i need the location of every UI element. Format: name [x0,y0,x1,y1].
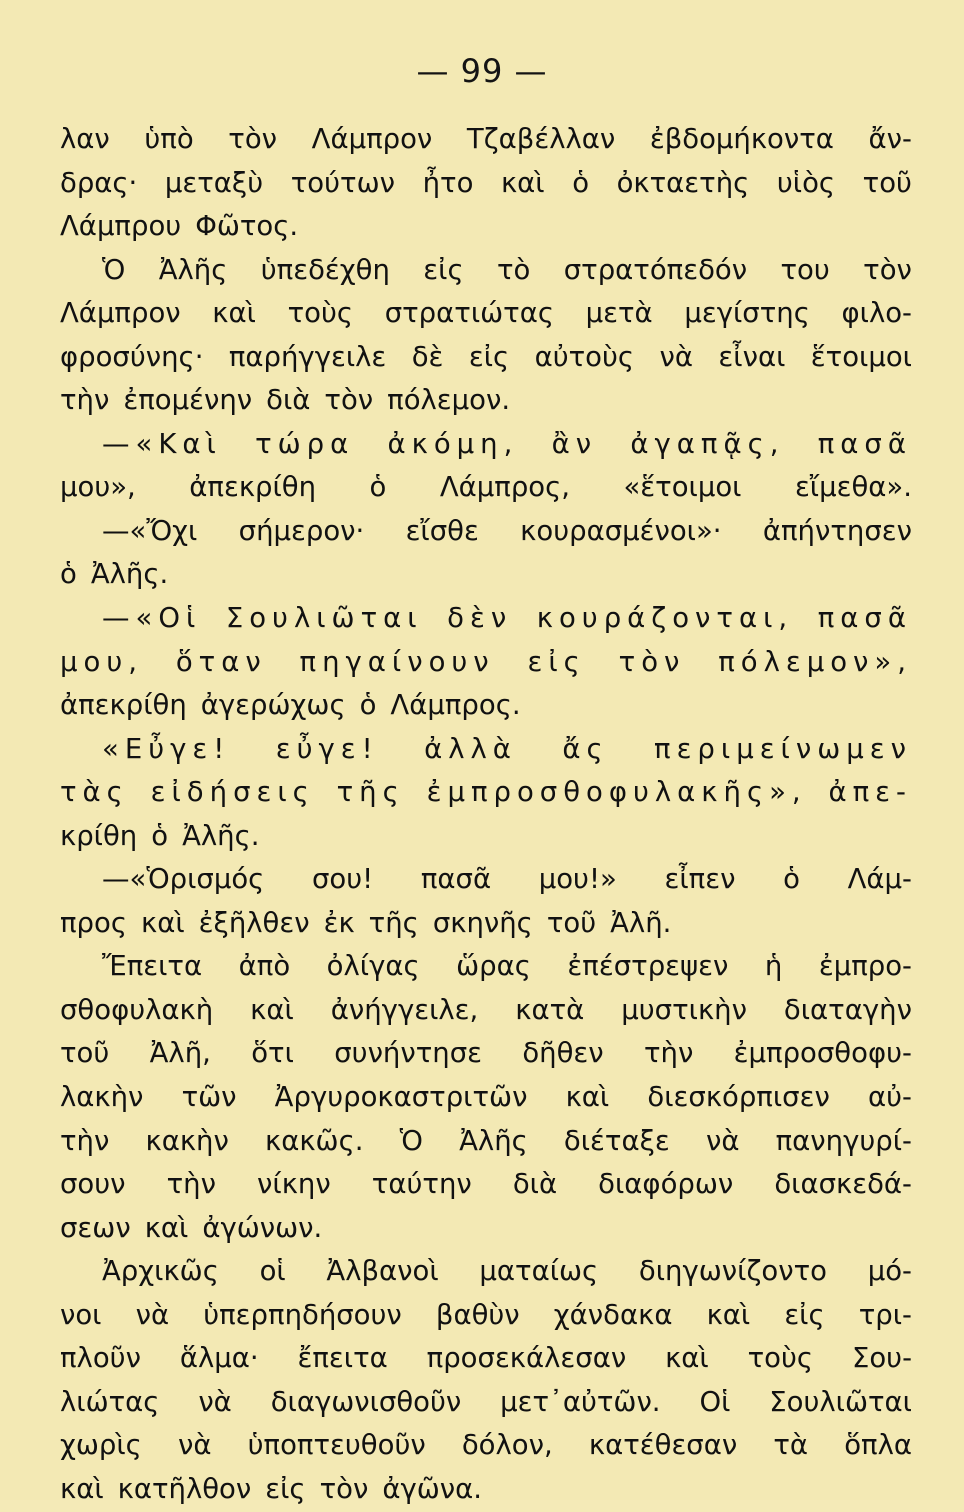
word: μετὰ [585,297,653,330]
word: Λάμπρος, [439,471,570,504]
word: τοῦ [546,906,597,939]
word: νοι [60,1298,102,1331]
word: τῆς [368,906,419,939]
word: ὁ [369,471,387,504]
text-line [60,1250,912,1294]
word: στρατιώτας [384,297,554,330]
word: ἐκ [323,906,355,939]
word: Φῶτος. [195,210,299,243]
word: μου, [60,645,143,678]
word: τοῦ [862,166,912,199]
word: διαταγὴν [783,993,912,1026]
word: ἀνήγγειλε, [330,993,479,1026]
word: εἰς [423,253,464,286]
word: λιώτας [60,1385,160,1418]
word: ὑπὸ [144,123,194,155]
word: χάνδακα [553,1298,673,1331]
word: ὅτι [251,1037,294,1070]
word: τοὺς [747,1342,814,1375]
word: καὶ [565,1081,610,1114]
word: τώρα [255,427,355,460]
text-line [60,510,912,554]
word: τοὺς [287,297,354,330]
word: μυστικὴν [621,993,747,1026]
word: συνήντησε [334,1037,483,1070]
text-line [60,815,912,859]
word: ἀπήντησεν [762,514,912,547]
word: Λάμπρον [60,297,181,330]
word: εἴμεθα». [794,471,912,504]
text-line [60,684,912,728]
word: νὰ [705,1124,740,1157]
word: ἔπειτα [297,1342,388,1375]
word: μου», [60,471,136,504]
word: ὥρας [456,950,531,983]
text-line [60,1381,912,1425]
word: τὸ [496,253,531,286]
word: πόλεμον. [387,384,511,417]
word: ὁ [359,689,377,722]
word: ὁ [783,863,800,896]
text-line [60,1468,912,1512]
word: νὰ [659,340,693,373]
word: καὶ [250,993,294,1026]
word: Ἀλῆς. [182,819,260,852]
word: τούτων [290,166,395,199]
word: νὰ [177,1429,212,1462]
word: πανηγυρί- [775,1124,912,1157]
word: καὶ [140,906,185,939]
word: κατῆλθον [117,1472,252,1505]
word: —«Οἱ [102,602,202,635]
word: καὶ [60,1472,104,1505]
word: Ἀλῆς [459,1124,528,1157]
word: ὑπερπηδήσουν [203,1298,402,1331]
text-line [60,553,912,597]
page-number: — 99 — [416,52,548,90]
word: ὅπλα [844,1429,912,1462]
word: τὸν [324,384,374,417]
word: ἡ [764,950,783,983]
word: σκηνῆς [432,906,533,939]
word: ματαίως [479,1255,599,1288]
word: τὰς [60,776,129,809]
text-line [60,249,912,293]
word: στρατόπεδόν [563,253,748,286]
word: διασκεδά- [774,1168,912,1201]
word: τῆς [336,776,405,809]
word: Ἀρχικῶς [102,1255,219,1288]
text-line [60,423,912,467]
word: τὸν [228,123,278,155]
word: ἐξῆλθεν [198,906,310,939]
word: εἶπεν [664,863,736,896]
word: ἄς [562,732,609,765]
word: Ἔπειτα [102,950,203,983]
word: σεων [60,1211,131,1244]
word: κατέθεσαν [588,1429,738,1462]
word: σουν [60,1168,126,1201]
word: ἀγῶνα. [382,1472,482,1505]
word: πασᾶ [817,427,912,460]
word: λακὴν [60,1081,144,1114]
word: τὸν [863,253,912,286]
word: τὴν [166,1168,216,1201]
word: Λάμπρος. [390,689,521,722]
word: μό- [867,1255,912,1288]
word: καὶ [665,1342,709,1375]
word: Ἀλῆ, [149,1037,211,1070]
word: πηγαίνουν [299,645,495,678]
text-line [60,379,912,423]
text-line [60,118,912,162]
word: ἐμπροσθοφυ- [733,1037,912,1070]
word: δρας· [60,166,138,199]
word: προσεκάλεσαν [426,1342,627,1375]
word: τὴν [60,1124,110,1157]
word: μεγίστης [684,297,810,330]
text-line [60,1032,912,1076]
word: περιμείνωμεν [654,732,912,765]
text-line [60,336,912,380]
text-line [60,1076,912,1120]
word: νὰ [135,1298,170,1331]
word: εἰς [468,340,510,373]
word: ἀπὸ [238,950,291,983]
word: ἀπεκρίθη [189,471,317,504]
word: ἄν- [868,123,912,155]
word: ἅλμα· [179,1342,259,1375]
word: βαθὺν [435,1298,520,1331]
word: κουράζονται, [536,602,794,635]
word: Σουλιῶται [225,602,423,635]
word: μετ᾿αὐτῶν. [500,1385,661,1418]
word: δῆθεν [522,1037,604,1070]
word: Σουλιῶται [769,1385,912,1418]
word: τὴν [60,384,110,417]
word: ὁ [60,558,77,591]
word: εἴσθε [405,514,479,547]
word: παρήγγειλε [228,340,387,373]
text-line [60,641,912,685]
word: ἦτο [422,166,474,199]
word: τὰ [773,1429,809,1462]
word: Λάμπρου [60,210,182,243]
word: δὲν [447,602,513,635]
word: Ἀλῆς. [90,558,169,591]
text-line [60,1207,912,1251]
word: «Εὖγε! [102,732,231,765]
word: φιλο- [841,297,912,330]
word: κακῶς. [265,1124,364,1157]
word: ἕτοιμοι [810,340,912,373]
word: αὐτοὺς [534,340,635,373]
text-line [60,1424,912,1468]
word: τὸν [319,1472,369,1505]
word: ἐβδομήκοντα [649,123,834,155]
word: ἀγαπᾷς, [630,427,785,460]
text-line [60,989,912,1033]
word: πασᾶ [817,602,912,635]
word: εἰς [784,1298,825,1331]
word: ἐμπρο- [818,950,912,983]
word: σθοφυλακὴ [60,993,214,1026]
word: ἐμπροσθοφυλακῆς», [426,776,807,809]
word: Ἀλῆ. [610,906,672,939]
text-line [60,205,912,249]
word: πασᾶ [420,863,492,896]
word: Ὁ [399,1124,423,1157]
word: —«Ὄχι [102,514,198,547]
word: δόλον, [461,1429,553,1462]
text-line [60,597,912,641]
word: εἰς [265,1472,306,1505]
text-line [60,1337,912,1381]
word: φροσύνης· [60,340,204,373]
word: ταύτην [371,1168,472,1201]
word: τῶν [181,1081,237,1114]
word: ὑποπτευθοῦν [247,1429,426,1462]
word: πλοῦν [60,1342,141,1375]
body-text [60,118,912,1512]
word: λαν [60,123,110,155]
word: χωρὶς [60,1429,142,1462]
word: νίκην [257,1168,331,1201]
word: ἀκόμη, [387,427,519,460]
text-line [60,858,912,902]
word: οἱ [259,1255,286,1288]
word: διηγωνίζοντο [638,1255,827,1288]
word: ἀγερώχως [200,689,346,722]
text-line [60,1294,912,1338]
text-line [60,945,912,989]
text-line [60,162,912,206]
word: διέταξε [563,1124,670,1157]
word: σου! [311,863,374,896]
text-line [60,728,912,772]
word: ἀπεκρίθη [60,689,187,722]
word: ἐπέστρεψεν [567,950,729,983]
word: «ἕτοιμοι [623,471,742,504]
word: Οἱ [699,1385,731,1418]
text-line [60,1120,912,1164]
word: καὶ [212,297,256,330]
word: Ἀργυροκαστριτῶν [274,1081,528,1114]
word: διὰ [266,384,311,417]
word: προς [60,906,127,939]
word: διεσκόρπισεν [647,1081,830,1114]
word: τὸν [618,645,686,678]
word: καὶ [144,1211,189,1244]
word: κουρασμένοι»· [520,514,722,547]
word: Τζαβέλλαν [466,123,616,155]
word: εἰς [527,645,586,678]
word: νὰ [198,1385,232,1418]
word: ἀγώνων. [202,1211,323,1244]
word: Ἀλβανοὶ [326,1255,439,1288]
word: μεταξὺ [164,166,264,199]
text-line [60,292,912,336]
word: Λάμ- [847,863,912,896]
word: δὲ [411,340,444,373]
word: Ἀλῆς [158,253,228,286]
word: ἂν [551,427,598,460]
word: μου!» [538,863,617,896]
word: τὴν [643,1037,694,1070]
word: κρίθη [60,819,138,852]
word: καὶ [500,166,545,199]
word: αὐ- [867,1081,912,1114]
word: τρι- [858,1298,912,1331]
word: ἀπε- [828,776,912,809]
word: διὰ [512,1168,558,1201]
word: —«Ὁρισμός [102,863,265,896]
word: Λάμπρον [311,123,433,155]
word: εὖγε! [275,732,379,765]
word: Σου- [851,1342,912,1375]
word: κακὴν [145,1124,229,1157]
text-line [60,771,912,815]
word: κατὰ [515,993,585,1026]
word: ἐπομένην [123,384,253,417]
word: ὁ [151,819,169,852]
word: ὁ [572,166,590,199]
text-line [60,1163,912,1207]
word: διαφόρων [598,1168,734,1201]
word: Ὁ [102,253,126,286]
text-line [60,466,912,510]
word: ὀκταετὴς [616,166,750,199]
word: καὶ [706,1298,751,1331]
word: εἶναι [718,340,786,373]
text-line [60,902,912,946]
word: εἰδήσεις [150,776,315,809]
word: σήμερον· [238,514,365,547]
word: διαγωνισθοῦν [270,1385,462,1418]
word: ὅταν [175,645,267,678]
word: του [780,253,830,286]
word: ὑπεδέχθη [260,253,390,286]
word: ἀλλὰ [424,732,517,765]
word: ὀλίγας [326,950,420,983]
word: τοῦ [60,1037,110,1070]
word: —«Καὶ [102,427,222,460]
word: υἱὸς [776,166,836,199]
word: πόλεμον», [718,645,912,678]
